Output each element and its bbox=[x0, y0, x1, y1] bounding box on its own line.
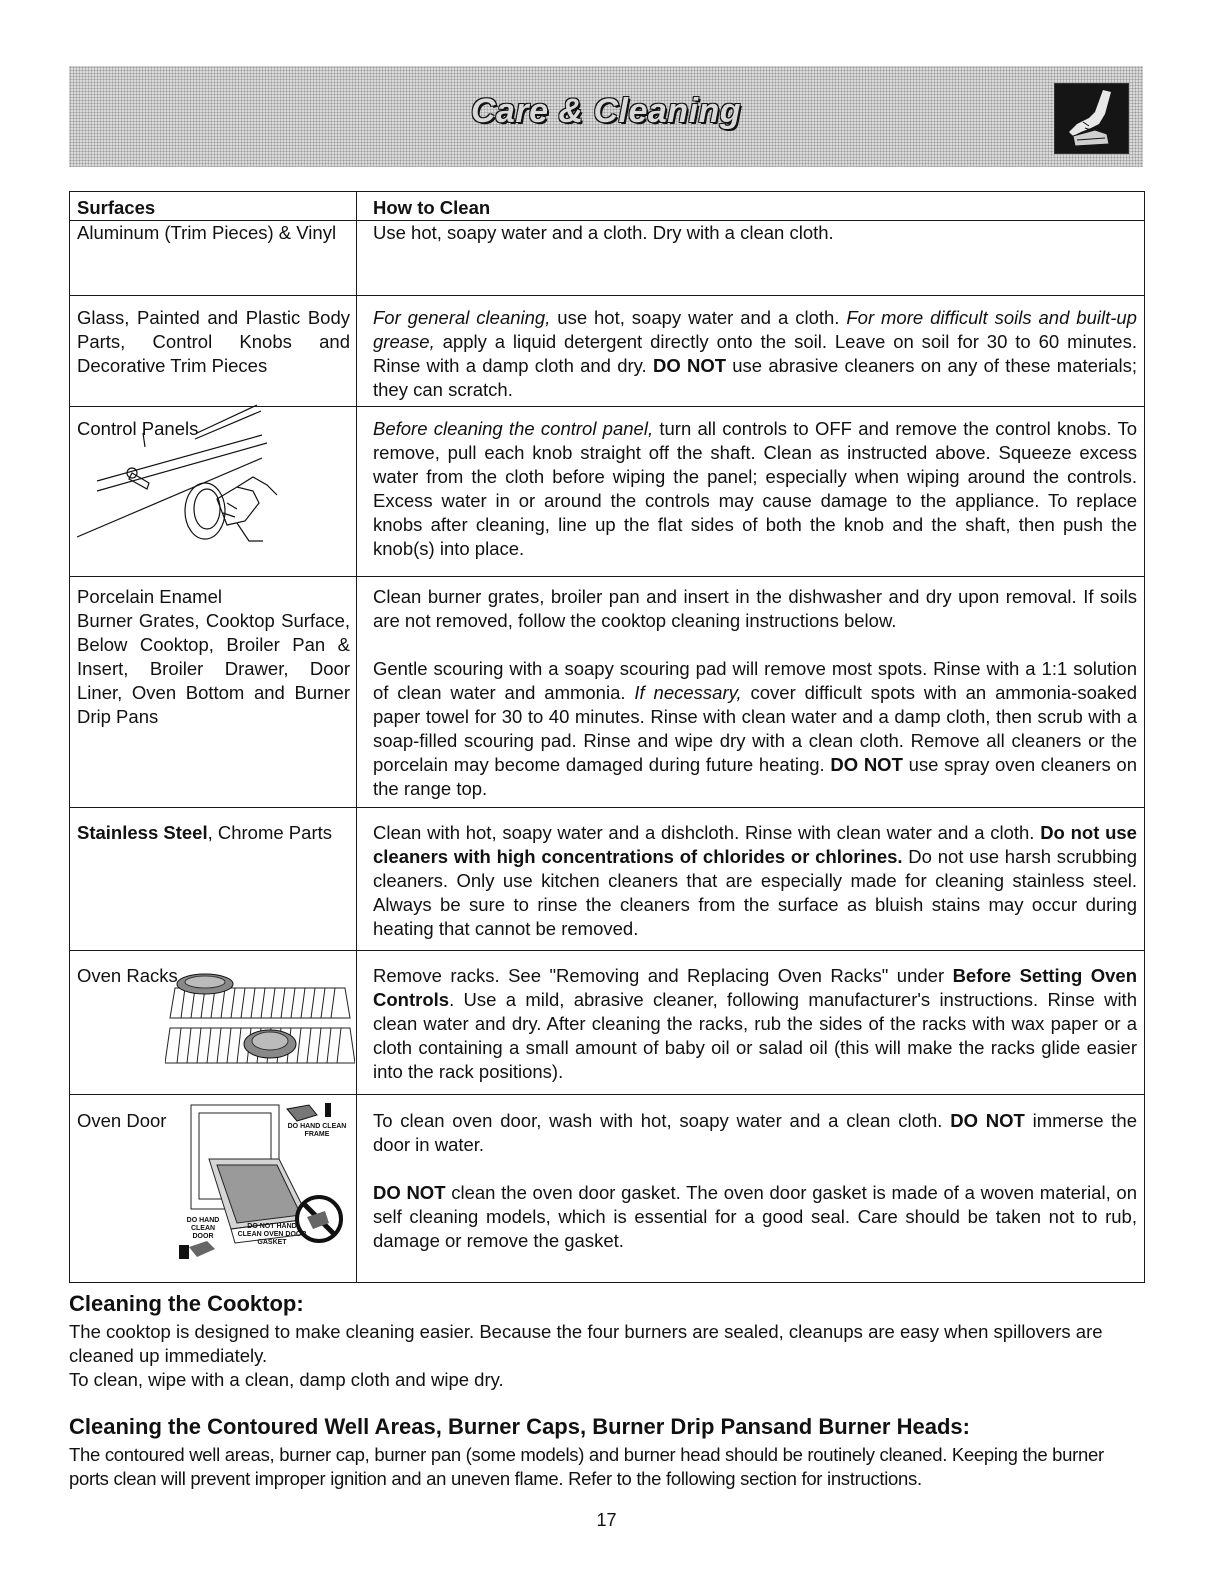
how-cell bbox=[357, 407, 1145, 577]
column-header-surfaces: Surfaces bbox=[70, 192, 357, 221]
section-banner bbox=[69, 66, 1143, 167]
table-row bbox=[70, 296, 1145, 407]
text: Clean with hot, soapy water and a dishcloth. Rinse with clean water and a cloth. bbox=[373, 822, 1041, 843]
how-paragraph bbox=[373, 1181, 1137, 1253]
bold-text: DO NOT bbox=[373, 1182, 446, 1203]
table-row bbox=[70, 808, 1145, 951]
italic-text: If necessary, bbox=[634, 682, 742, 703]
surface-label: Burner Grates, Cooktop Surface, Below Cooktop, Broiler Pan & Insert, Broiler Drawer, Door Liner, Oven Bottom and Burner Drip Pans bbox=[77, 610, 350, 727]
bold-text: Do not use cleaners with high concentrations of chlorides or chlorines. bbox=[373, 822, 1137, 867]
italic-text: For general cleaning, bbox=[373, 307, 551, 328]
bold-text: DO NOT bbox=[830, 754, 903, 775]
column-header-how-to-clean: How to Clean bbox=[357, 192, 1145, 221]
table-row bbox=[70, 221, 1145, 296]
page-title: Care & Cleaning bbox=[470, 92, 742, 130]
surface-cell bbox=[70, 951, 357, 1095]
text: clean the oven door gasket. The oven door gasket is made of a woven material, on self cleaning models, which is essential for a good seal. Care should be taken not to rub, damage or remove the gasket. bbox=[373, 1182, 1137, 1251]
do-hand-clean-frame-label: DO HAND CLEAN FRAME bbox=[287, 1123, 347, 1138]
bold-text: Before Setting Oven Controls bbox=[373, 965, 1137, 1010]
how-paragraph bbox=[373, 1109, 1137, 1157]
surface-label: Oven Door bbox=[77, 1110, 167, 1131]
cooktop-heading: Cleaning the Cooktop: bbox=[69, 1291, 304, 1316]
text: apply a liquid detergent directly onto the soil. Leave on soil for 30 to 60 minutes. Rinse with a damp cloth and dry. bbox=[373, 331, 1137, 376]
contoured-heading: Cleaning the Contoured Well Areas, Burner Caps, Burner Drip Pansand Burner Heads: bbox=[69, 1414, 970, 1439]
how-paragraph: Clean burner grates, broiler pan and insert in the dishwasher and dry upon removal. If soils are not removed, follow the cooktop cleaning instructions below. bbox=[373, 586, 1137, 631]
surface-cell bbox=[70, 407, 357, 577]
oven-racks-illustration bbox=[165, 968, 355, 1068]
text: use spray oven cleaners on the range top. bbox=[373, 754, 1138, 799]
text: Do not use harsh scrubbing cleaners. Only use kitchen cleaners that are especially made for cleaning stainless steel. Always be sure to rinse the cleaners from the surface as bluish stains may occur during heating that cannot be removed. bbox=[373, 846, 1137, 939]
italic-text: Before cleaning the control panel, bbox=[373, 418, 654, 439]
do-hand-clean-door-label: DO HAND CLEAN DOOR bbox=[186, 1217, 220, 1240]
how-cell bbox=[357, 951, 1145, 1095]
cooktop-paragraph: The cooktop is designed to make cleaning easier. Because the four burners are sealed, cleanups are easy when spillovers are cleaned up immediately. bbox=[69, 1321, 1103, 1366]
text: cover difficult spots with an ammonia-soaked paper towel for 30 to 40 minutes. Rinse with clean water and a damp cloth, then scrub with a soap-filled scouring pad. Rinse and wipe dry with a clean cloth. Remove all cleaners or the porcelain may become damaged during future heating. bbox=[373, 682, 1137, 775]
surface-cell: Aluminum (Trim Pieces) & Vinyl bbox=[70, 221, 357, 296]
text: turn all controls to OFF and remove the control knobs. To remove, pull each knob straight off the shaft. Clean as instructed above. Squeeze excess water from the cloth before wiping the panel; especially when wiping around the controls. Excess water in or around the controls may cause damage to the appliance. To replace knobs after cleaning, line up the flat sides of both the knob and the shaft, then push the knob(s) into place. bbox=[373, 418, 1137, 559]
text: To clean oven door, wash with hot, soapy water and a clean cloth. bbox=[373, 1110, 951, 1131]
text: use abrasive cleaners on any of these materials; they can scratch. bbox=[373, 355, 1137, 400]
cooktop-paragraph: To clean, wipe with a clean, damp cloth and wipe dry. bbox=[69, 1369, 504, 1390]
bold-text: DO NOT bbox=[950, 1110, 1025, 1131]
how-cell bbox=[357, 1095, 1145, 1283]
do-not-hand-clean-gasket-label: DO NOT HAND CLEAN OVEN DOOR GASKET bbox=[237, 1223, 307, 1246]
control-panel-illustration bbox=[77, 403, 307, 553]
bold-text: Stainless Steel bbox=[77, 822, 208, 843]
text: Remove racks. See "Removing and Replacing Oven Racks" under bbox=[373, 965, 953, 986]
how-cell bbox=[357, 296, 1145, 407]
surface-label: Oven Racks bbox=[77, 965, 178, 986]
care-table bbox=[69, 191, 1145, 1283]
surface-label: Porcelain Enamel bbox=[77, 586, 222, 607]
text: Gentle scouring with a soapy scouring pad will remove most spots. Rinse with a 1:1 solution of clean water and ammonia. bbox=[373, 658, 1137, 703]
italic-text: For more difficult soils and built-up grease, bbox=[373, 307, 1137, 352]
surface-cell bbox=[70, 1095, 357, 1283]
how-cell: Use hot, soapy water and a cloth. Dry with a clean cloth. bbox=[357, 221, 1145, 296]
how-cell bbox=[357, 808, 1145, 951]
table-row bbox=[70, 577, 1145, 808]
text: , Chrome Parts bbox=[207, 822, 332, 843]
bold-text: DO NOT bbox=[652, 355, 727, 376]
table-row bbox=[70, 951, 1145, 1095]
cleaning-hand-icon bbox=[1054, 83, 1129, 154]
table-header-row bbox=[70, 192, 1145, 221]
how-cell bbox=[357, 577, 1145, 808]
page-number: 17 bbox=[596, 1510, 617, 1530]
text: immerse the door in water. bbox=[373, 1110, 1137, 1155]
text: . Use a mild, abrasive cleaner, following manufacturer's instructions. Rinse with clean water and dry. After cleaning the racks, rub the sides of the racks with wax paper or a cloth containing a small amount of baby oil or salad oil (this will make the racks glide easier into the rack positions). bbox=[373, 989, 1137, 1082]
table-row bbox=[70, 1095, 1145, 1283]
surface-cell bbox=[70, 808, 357, 951]
how-paragraph bbox=[373, 657, 1137, 801]
oven-door-illustration bbox=[179, 1099, 359, 1284]
surface-cell bbox=[70, 577, 357, 808]
table-row bbox=[70, 407, 1145, 577]
surface-cell: Glass, Painted and Plastic Body Parts, Control Knobs and Decorative Trim Pieces bbox=[70, 296, 357, 407]
surface-label: Control Panels bbox=[77, 418, 199, 439]
text: use hot, soapy water and a cloth. bbox=[550, 307, 847, 328]
contoured-paragraph: The contoured well areas, burner cap, burner pan (some models) and burner head should be routinely cleaned. Keeping the burner ports clean will prevent improper ignition and an uneven flame. Refer to the following section for instructions. bbox=[69, 1444, 1104, 1489]
